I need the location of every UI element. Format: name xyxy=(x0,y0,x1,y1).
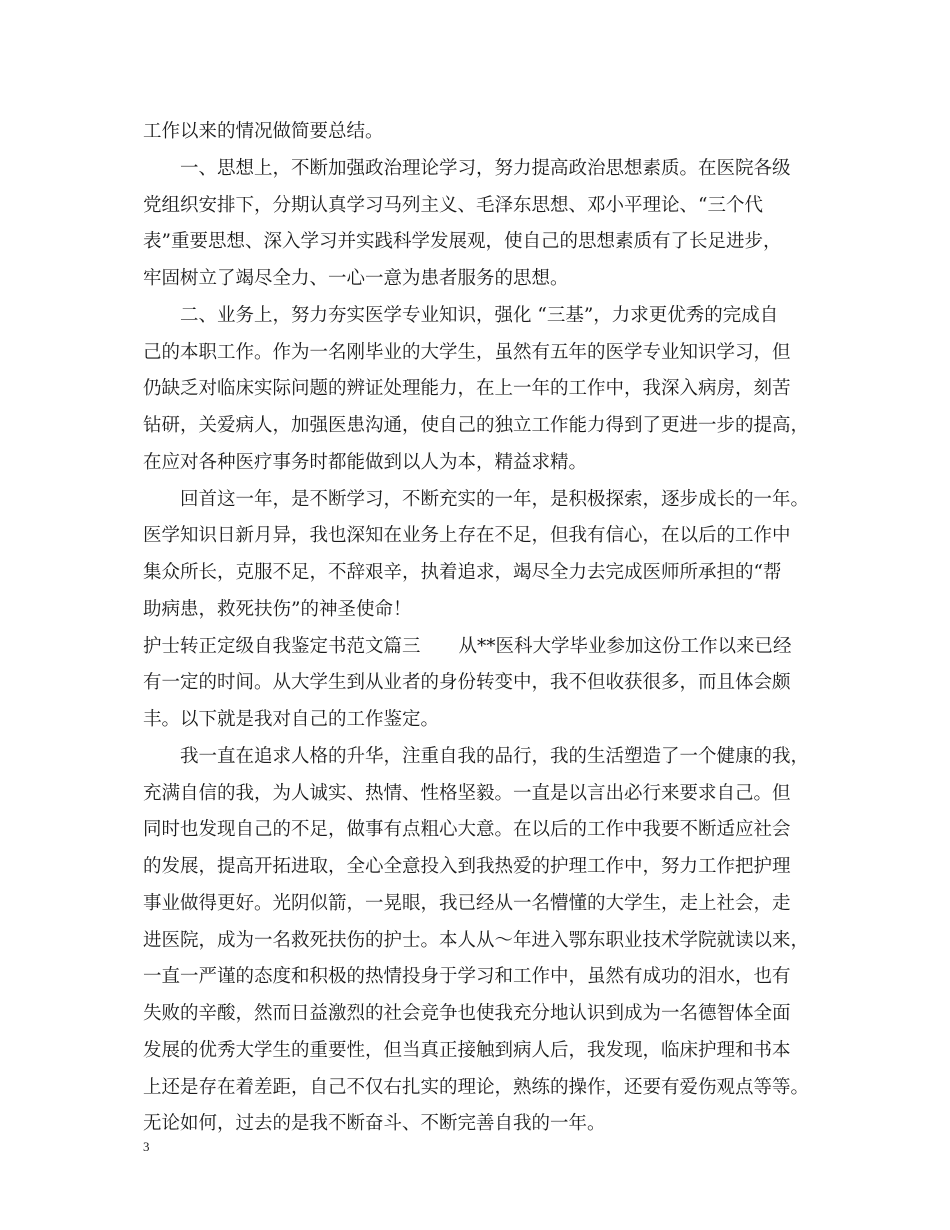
text-line: 工作以来的情况做简要总结。 xyxy=(143,121,384,142)
text-line: 表”重要思想、深入学习并实践科学发展观，使自己的思想素质有了长足进步， xyxy=(143,231,782,253)
text-line: 丰。以下就是我对自己的工作鉴定。 xyxy=(143,709,440,730)
document-body xyxy=(143,114,823,1143)
section-continuation: 从**医科大学毕业参加这份工作以来已经 xyxy=(458,635,792,657)
text-line: 的发展，提高开拓进取，全心全意投入到我热爱的护理工作中，努力工作把护理 xyxy=(143,856,791,877)
text-line: 己的本职工作。作为一名刚毕业的大学生，虽然有五年的医学专业知识学习，但 xyxy=(143,341,791,363)
text-line: 集众所长，克服不足，不辞艰辛，执着追求，竭尽全力去完成医师所承担的“帮 xyxy=(143,562,782,583)
text-line: 失败的辛酸，然而日益激烈的社会竞争也使我充分地认识到成为一名德智体全面 xyxy=(143,1003,791,1024)
text-line: 充满自信的我，为人诚实、热情、性格坚毅。一直是以言出必行来要求自己。但 xyxy=(143,782,791,804)
paragraph-first-line: 二、业务上，努力夯实医学专业知识，强化 “三基”，力求更优秀的完成自 xyxy=(180,304,779,326)
text-line: 无论如何，过去的是我不断奋斗、不断完善自我的一年。 xyxy=(143,1113,606,1135)
paragraph-first-line: 回首这一年，是不断学习，不断充实的一年，是积极探索，逐步成长的一年。 xyxy=(180,488,810,510)
text-line: 牢固树立了竭尽全力、一心一意为患者服务的思想。 xyxy=(143,268,569,289)
text-line: 一直一严谨的态度和积极的热情投身于学习和工作中，虽然有成功的泪水，也有 xyxy=(143,966,791,988)
text-line: 有一定的时间。从大学生到从业者的身份转变中，我不但收获很多，而且体会颇 xyxy=(143,672,791,694)
text-line: 党组织安排下，分期认真学习马列主义、毛泽东思想、邓小平理论、“三个代 xyxy=(143,194,763,216)
text-line: 上还是存在着差距，自己不仅右扎实的理论，熟练的操作，还要有爱伤观点等等。 xyxy=(143,1076,810,1098)
paragraph-first-line: 一、思想上，不断加强政治理论学习，努力提高政治思想素质。在医院各级 xyxy=(180,157,791,179)
text-line: 同时也发现自己的不足，做事有点粗心大意。在以后的工作中我要不断适应社会 xyxy=(143,819,791,841)
text-line: 事业做得更好。光阴似箭，一晃眼，我已经从一名懵懂的大学生，走上社会，走 xyxy=(143,892,791,914)
text-line: 医学知识日新月异，我也深知在业务上存在不足，但我有信心，在以后的工作中 xyxy=(143,525,791,547)
text-line: 助病患，救死扶伤”的神圣使命！ xyxy=(143,598,412,620)
section-heading-line xyxy=(143,629,823,666)
text-line: 发展的优秀大学生的重要性，但当真正接触到病人后，我发现，临床护理和书本 xyxy=(143,1039,791,1061)
page-number: 3 xyxy=(143,1139,150,1154)
text-line: 进医院，成为一名救死扶伤的护士。本人从～年进入鄂东职业技术学院就读以来， xyxy=(143,929,810,951)
paragraph-first-line: 我一直在追求人格的升华，注重自我的品行，我的生活塑造了一个健康的我， xyxy=(180,745,810,767)
section-title: 护士转正定级自我鉴定书范文篇三 xyxy=(143,635,421,657)
text-line: 在应对各种医疗事务时都能做到以人为本，精益求精。 xyxy=(143,451,588,473)
text-line: 仍缺乏对临床实际问题的辨证处理能力，在上一年的工作中，我深入病房，刻苦 xyxy=(143,378,791,400)
text-line: 钻研，关爱病人，加强医患沟通，使自己的独立工作能力得到了更进一步的提高， xyxy=(143,415,810,436)
